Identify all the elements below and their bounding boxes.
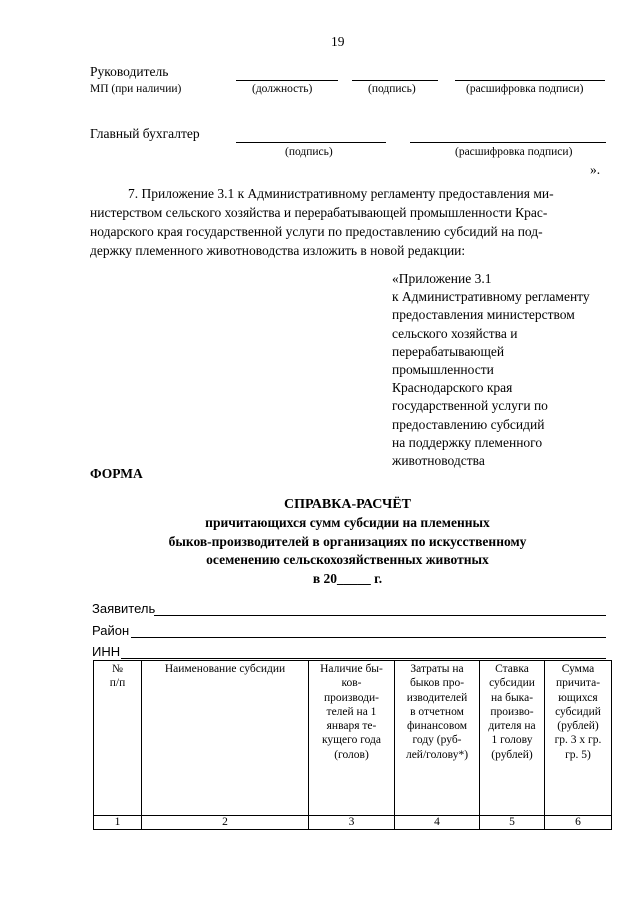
header-cell: [309, 661, 395, 816]
appendix-line: к Административному регламенту: [392, 289, 590, 305]
header-line: финансовом: [406, 720, 468, 733]
subtitle-line: осеменению сельскохозяйственных животных: [206, 552, 489, 567]
paragraph-line: держку племенного животноводства изложить в новой редакции:: [90, 243, 466, 258]
district-label: Район: [92, 623, 130, 638]
header-line: Наличие бы-: [320, 663, 383, 675]
header-line: №: [112, 663, 123, 675]
form-label: ФОРМА: [90, 466, 143, 481]
header-line: Сумма: [561, 663, 595, 675]
header-line: быков про-: [409, 677, 465, 690]
appendix-line: на поддержку племенного: [392, 434, 543, 450]
header-line: (рублей): [491, 748, 533, 761]
header-line: (рублей): [557, 720, 599, 733]
header-line: п/п: [109, 677, 126, 690]
header-line: (голов): [334, 748, 369, 761]
header-line: кущего года: [322, 734, 381, 747]
header-line: гр. 5): [565, 748, 591, 761]
appendix-line: предоставлению субсидий: [392, 416, 545, 432]
header-line: производи-: [324, 691, 379, 704]
column-number-cell: 4: [395, 816, 480, 830]
header-line: Ставка: [495, 663, 529, 675]
position-caption: (должность): [252, 83, 313, 95]
header-cell: [142, 661, 309, 816]
subsidy-table: [93, 660, 612, 830]
appendix-line: животноводства: [392, 453, 485, 469]
appendix-line: «Приложение 3.1: [392, 271, 492, 286]
header-line: ков-: [341, 677, 362, 690]
accountant-signature-caption: (подпись): [285, 146, 333, 158]
header-line: причита-: [555, 677, 601, 690]
accountant-label: Главный бухгалтер: [90, 126, 200, 141]
paragraph-7: [90, 184, 605, 260]
stamp-label: МП (при наличии): [90, 83, 182, 95]
page-number: 19: [331, 34, 345, 49]
accountant-signature-line: [236, 142, 386, 143]
header-line: в отчетном: [410, 705, 464, 718]
column-number-cell: 1: [94, 816, 142, 830]
paragraph-line: 7. Приложение 3.1 к Административному регламенту предоставления ми-: [128, 186, 554, 201]
appendix-line: перерабатывающей: [392, 343, 505, 359]
header-line: субсидий: [555, 705, 601, 718]
header-line: лей/голову*): [405, 748, 469, 761]
subtitle-year: в 20_____ г.: [312, 570, 383, 586]
header-line: ющихся: [558, 691, 598, 704]
subtitle-line: быков-производителей в организациях по искусственному: [168, 533, 527, 549]
header-line: произво-: [490, 705, 534, 718]
column-number-cell: 5: [480, 816, 545, 830]
signature-caption: (подпись): [368, 83, 416, 95]
header-line: на быка-: [490, 691, 534, 704]
district-field[interactable]: [131, 637, 606, 638]
appendix-line: промышленности: [392, 362, 494, 378]
header-cell: [545, 661, 612, 816]
header-line: Наименование субсидии: [164, 663, 286, 675]
form-subtitle: [90, 514, 605, 588]
header-line: Затраты на: [410, 663, 464, 675]
table-header-row: [94, 661, 612, 816]
paragraph-line: нистерством сельского хозяйства и перерабатывающей промышленности Крас-: [90, 205, 548, 220]
table-row: [94, 816, 612, 830]
decode-caption: (расшифровка подписи): [466, 83, 584, 95]
signature-line: [352, 80, 438, 81]
column-number-cell: 6: [545, 816, 612, 830]
header-line: изводителей: [406, 691, 468, 704]
header-cell: [480, 661, 545, 816]
form-title: СПРАВКА-РАСЧЁТ: [283, 497, 412, 512]
column-number-cell: 2: [142, 816, 309, 830]
subtitle-line: причитающихся сумм субсидии на племенных: [205, 515, 490, 530]
appendix-note: [392, 270, 590, 470]
header-line: году (руб-: [412, 734, 462, 747]
appendix-line: Краснодарского края: [392, 380, 513, 396]
header-line: января те-: [326, 720, 377, 733]
head-label: Руководитель: [90, 64, 169, 79]
appendix-line: предоставления министерством: [392, 307, 575, 323]
header-line: 1 голову: [491, 734, 533, 747]
header-cell: [395, 661, 480, 816]
header-line: гр. 3 х гр.: [554, 734, 602, 747]
header-cell: [94, 661, 142, 816]
header-line: субсидии: [489, 677, 535, 690]
appendix-line: государственной услуги по: [392, 398, 548, 414]
header-line: телей на 1: [326, 705, 377, 718]
closing-quote: ».: [590, 162, 601, 177]
decode-line: [455, 80, 605, 81]
inn-field[interactable]: [121, 658, 606, 659]
column-number-cell: 3: [309, 816, 395, 830]
accountant-decode-caption: (расшифровка подписи): [455, 146, 573, 158]
accountant-decode-line: [410, 142, 606, 143]
applicant-field[interactable]: [154, 615, 606, 616]
applicant-label: Заявитель: [92, 601, 156, 616]
appendix-line: сельского хозяйства и: [392, 325, 518, 341]
paragraph-line: нодарского края государственной услуги по предоставлению субсидий на под-: [90, 224, 543, 239]
position-line: [236, 80, 338, 81]
inn-label: ИНН: [92, 644, 121, 659]
header-line: дителя на: [488, 720, 536, 733]
